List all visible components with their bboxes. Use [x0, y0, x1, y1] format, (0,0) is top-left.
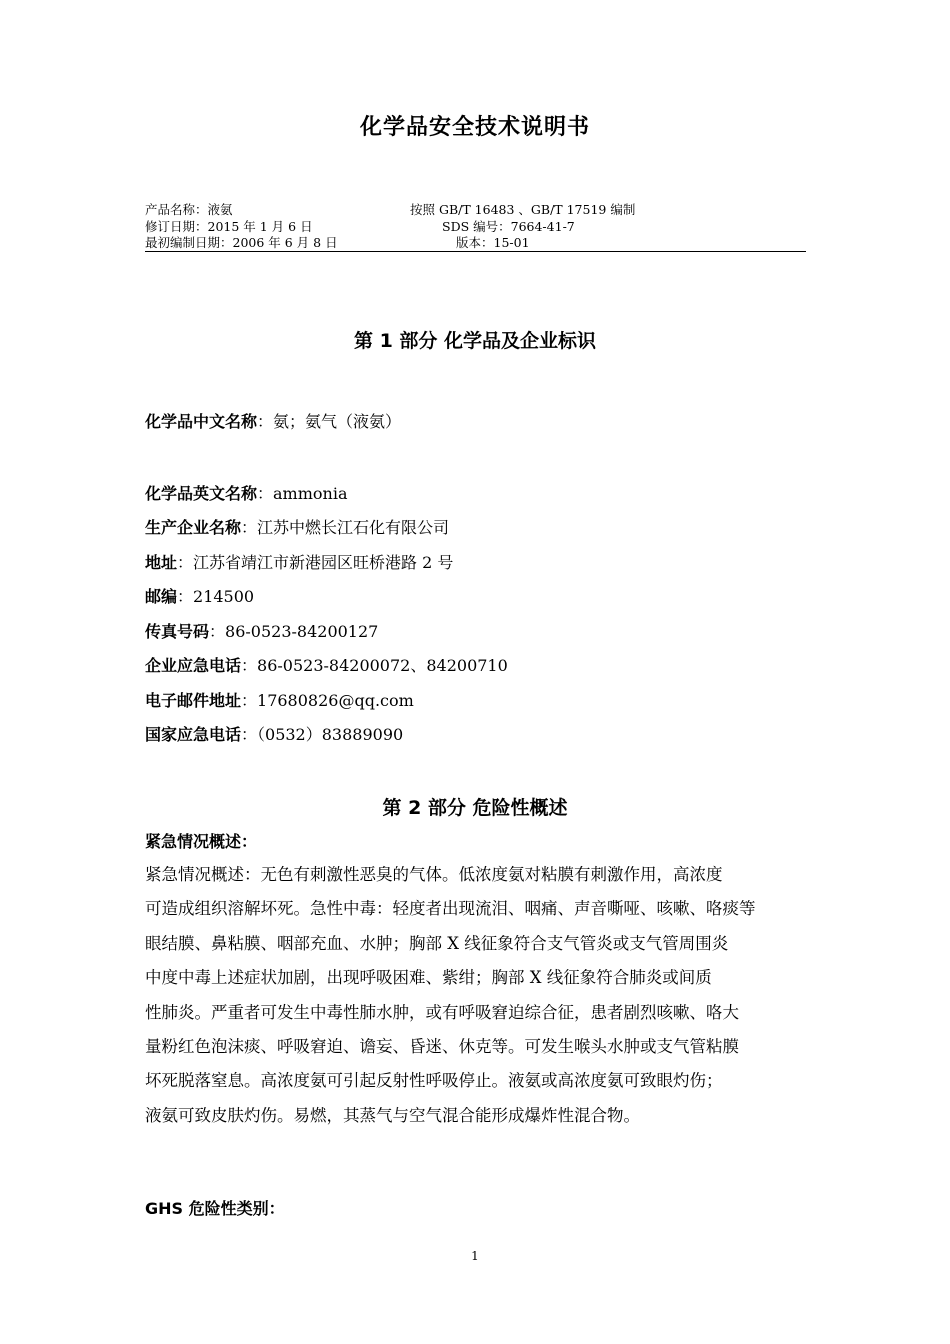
revision-date: 修订日期：2015 年 1 月 6 日: [145, 219, 313, 234]
field-emergency-phone: [145, 655, 508, 677]
field-value: ：17680826@qq.com: [241, 691, 414, 710]
field-label: 化学品中文名称: [145, 412, 258, 431]
paragraph-line: 紧急情况概述：无色有刺激性恶臭的气体。低浓度氨对粘膜有刺激作用，高浓度: [145, 865, 723, 884]
field-english-name: [145, 483, 348, 505]
field-value: ：86-0523-84200127: [209, 622, 379, 641]
section-1-title: 第 1 部分 化学品及企业标识: [353, 330, 597, 352]
version: 版本：15-01: [456, 235, 530, 250]
paragraph-line: 眼结膜、鼻粘膜、咽部充血、水肿；胸部 X 线征象符合支气管炎或支气管周围炎: [145, 933, 729, 953]
ghs-hazard-heading: GHS 危险性类别：: [145, 1199, 285, 1218]
field-label: 化学品英文名称: [145, 484, 258, 503]
field-value: ：214500: [177, 587, 255, 606]
field-value: ：江苏省靖江市新港园区旺桥港路 2 号: [177, 553, 454, 572]
field-postcode: [145, 586, 254, 608]
page-number: 1: [471, 1249, 479, 1263]
emergency-overview-paragraph: [145, 858, 807, 1133]
field-value: ：江苏中燃长江石化有限公司: [241, 518, 450, 537]
field-national-emergency-phone: [145, 724, 403, 746]
document-title: 化学品安全技术说明书: [359, 115, 590, 140]
field-label: 邮编: [145, 587, 178, 606]
field-value: ：ammonia: [257, 484, 348, 503]
field-value: ：（0532）83889090: [241, 725, 404, 744]
field-manufacturer: [145, 517, 449, 539]
emergency-overview-heading: 紧急情况概述：: [145, 832, 258, 851]
field-label: 国家应急电话: [145, 725, 242, 744]
field-value: ：86-0523-84200072、84200710: [241, 656, 508, 675]
first-edit-date: 最初编制日期：2006 年 6 月 8 日: [145, 235, 338, 250]
paragraph-line: 坏死脱落窒息。高浓度氨可引起反射性呼吸停止。液氨或高浓度氨可致眼灼伤；: [145, 1071, 723, 1091]
field-address: [145, 552, 453, 574]
field-label: 电子邮件地址: [145, 691, 242, 710]
paragraph-line: 量粉红色泡沫痰、呼吸窘迫、谵妄、昏迷、休克等。可发生喉头水肿或支气管粘膜: [145, 1037, 739, 1057]
paragraph-line: 可造成组织溶解坏死。急性中毒：轻度者出现流泪、咽痛、声音嘶哑、咳嗽、咯痰等: [145, 899, 756, 919]
field-label: 传真号码: [145, 622, 210, 641]
paragraph-line: 性肺炎。严重者可发生中毒性肺水肿，或有呼吸窘迫综合征，患者剧烈咳嗽、咯大: [145, 1002, 739, 1022]
field-chinese-name: [145, 411, 401, 433]
product-name: 产品名称：液氨: [145, 202, 233, 217]
field-label: 生产企业名称: [145, 518, 242, 537]
section-2-title: 第 2 部分 危险性概述: [382, 797, 568, 819]
field-fax: [145, 621, 378, 643]
paragraph-line: 中度中毒上述症状加剧，出现呼吸困难、紫绀；胸部 X 线征象符合肺炎或间质: [145, 968, 712, 988]
field-label: 地址: [145, 553, 178, 572]
standard-reference: 按照 GB/T 16483 、GB/T 17519 编制: [410, 202, 636, 217]
paragraph-line: 液氨可致皮肤灼伤。易燃，其蒸气与空气混合能形成爆炸性混合物。: [145, 1105, 640, 1125]
header-divider: [145, 251, 806, 252]
field-email: [145, 690, 414, 712]
field-label: 企业应急电话: [145, 656, 242, 675]
field-value: ：氨；氨气（液氨）: [257, 412, 402, 431]
sds-number: SDS 编号：7664-41-7: [442, 219, 575, 234]
